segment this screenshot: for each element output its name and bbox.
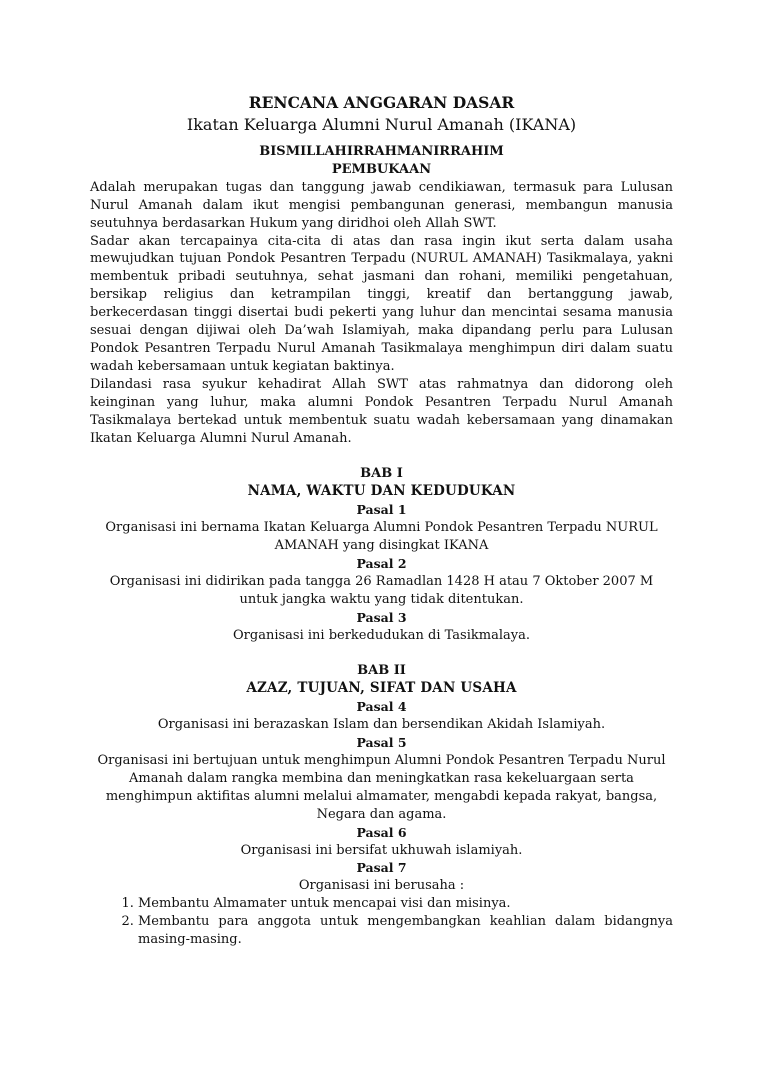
pasal5-text: Organisasi ini bertujuan untuk menghimpun Alumni Pondok Pesantren Terpadu Nurul Amanah dalam rangka membina dan meningkatkan rasa kekeluargaan serta menghimpun aktifitas alumni melalui almamater, mengabdi kepada rakyat, bangsa, Negara dan agama. (97, 753, 666, 822)
preamble-paragraph-1: Adalah merupakan tugas dan tanggung jawab cendikiawan, termasuk para Lulusan Nurul Amanah dalam ikut mengisi pembangunan generasi, membangun manusia seutuhnya berdasarkan Hukum yang diridhoi oleh Allah SWT. (90, 179, 673, 231)
pasal7-label: Pasal 7 (356, 860, 407, 876)
pasal6-text: Organisasi ini bersifat ukhuwah islamiyah. (240, 842, 523, 858)
pasal7-list (90, 895, 673, 949)
spacer (90, 644, 673, 662)
pasal3-label: Pasal 3 (356, 609, 407, 625)
pasal4-label: Pasal 4 (356, 699, 407, 715)
pasal1-text: Organisasi ini bernama Ikatan Keluarga Alumni Pondok Pesantren Terpadu NURUL AMANAH yang disingkat IKANA (105, 520, 658, 554)
pasal3-text: Organisasi ini berkedudukan di Tasikmalaya. (233, 627, 530, 643)
spacer (90, 447, 673, 465)
bab1-title: NAMA, WAKTU DAN KEDUDUKAN (247, 483, 516, 500)
bab2-label: BAB II (357, 663, 406, 679)
pasal2-label: Pasal 2 (356, 555, 407, 571)
pasal7-intro: Organisasi ini berusaha : (298, 878, 465, 894)
bab1-label: BAB I (360, 466, 403, 482)
document-title: RENCANA ANGGARAN DASAR (248, 93, 515, 112)
list-item: 1. Membantu Almamater untuk mencapai visi dan misinya. (138, 895, 673, 913)
bismillah-heading: BISMILLAHIRRAHMANIRRAHIM (259, 144, 504, 159)
pasal2-text: Organisasi ini didirikan pada tangga 26 Ramadlan 1428 H atau 7 Oktober 2007 M untuk jangka waktu yang tidak ditentukan. (109, 573, 654, 607)
document-subtitle: Ikatan Keluarga Alumni Nurul Amanah (IKANA) (186, 115, 577, 134)
pasal1-label: Pasal 1 (356, 502, 407, 518)
bab2-title: AZAZ, TUJUAN, SIFAT DAN USAHA (246, 680, 517, 697)
list-item: 2. Membantu para anggota untuk mengembangkan keahlian dalam bidangnya masing-masing. (138, 913, 673, 949)
pasal5-label: Pasal 5 (356, 735, 407, 751)
pembukaan-heading: PEMBUKAAN (331, 161, 432, 177)
pasal4-text: Organisasi ini berazaskan Islam dan bersendikan Akidah Islamiyah. (157, 717, 606, 733)
preamble-paragraph-3: Dilandasi rasa syukur kehadirat Allah SWT atas rahmatnya dan didorong oleh keinginan yang luhur, maka alumni Pondok Pesantren Terpadu Nurul Amanah Tasikmalaya bertekad untuk membentuk suatu wadah kebersamaan yang dinamakan Ikatan Keluarga Alumni Nurul Amanah. (90, 376, 673, 446)
preamble-paragraph-2: Sadar akan tercapainya cita-cita di atas dan rasa ingin ikut serta dalam usaha mewujudkan tujuan Pondok Pesantren Terpadu (NURUL AMANAH) Tasikmalaya, yakni membentuk pribadi seutuhnya, sehat jasmani dan rohani, memiliki pengetahuan, bersikap religius dan ketrampilan tinggi, kreatif dan bertanggung jawab, berkecerdasan tinggi disertai budi pekerti yang luhur dan mencintai sesama manusia sesuai dengan dijiwai oleh Da’wah Islamiyah, maka dipandang perlu para Lulusan Pondok Pesantren Terpadu Nurul Amanah Tasikmalaya menghimpun diri dalam suatu wadah kebersamaan untuk kegiatan baktinya. (90, 233, 673, 374)
document-page (90, 92, 673, 949)
pasal6-label: Pasal 6 (356, 824, 407, 840)
